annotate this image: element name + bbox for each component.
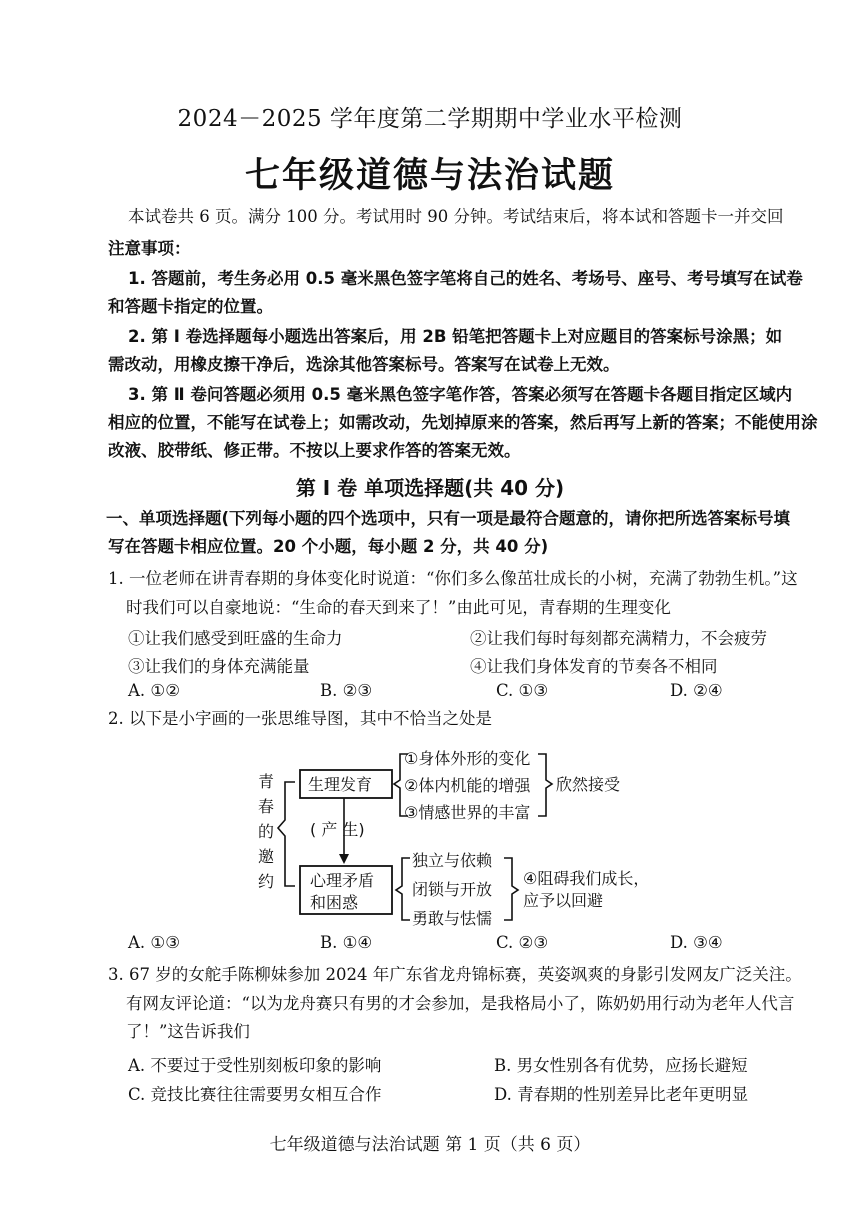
- bottom-brace: [396, 858, 410, 920]
- root-char-2: 春: [258, 797, 275, 816]
- page-footer: 七年级道德与法治试题 第 1 页（共 6 页）: [269, 1135, 591, 1155]
- top-item-2: ②体内机能的增强: [404, 776, 531, 795]
- bottom-item-1: 独立与依赖: [412, 851, 493, 870]
- bottom-result-line-1: ④阻碍我们成长，: [523, 869, 650, 888]
- notice-item-3-line-3: 改液、胶带纸、修正带。不按以上要求作答的答案无效。: [108, 441, 521, 460]
- box-psychological-label-1: 心理矛盾: [310, 871, 375, 890]
- q3-option-d: D. 青春期的性别差异比老年更明显: [494, 1085, 749, 1104]
- q1-option-c: C. ①③: [496, 681, 549, 700]
- notice-heading: 注意事项：: [108, 239, 191, 258]
- notice-item-1-line-2: 和答题卡指定的位置。: [108, 297, 273, 316]
- q1-stem-line-2: 时我们可以自豪地说：“生命的春天到来了！”由此可见，青春期的生理变化: [126, 598, 671, 617]
- box-physical-development-label: 生理发育: [308, 775, 373, 794]
- root-char-5: 约: [258, 872, 275, 891]
- q3-option-c: C. 竞技比赛往往需要男女相互合作: [128, 1085, 382, 1104]
- q1-statement-2: ②让我们每时每刻都充满精力，不会疲劳: [470, 629, 767, 648]
- section-title: 第 Ⅰ 卷 单项选择题(共 40 分): [295, 476, 565, 500]
- top-result-brace: [538, 754, 552, 816]
- q1-option-a: A. ①②: [128, 681, 180, 700]
- exam-title: 2024－2025 学年度第二学期期中学业水平检测: [177, 106, 683, 132]
- q2-option-c: C. ②③: [496, 933, 549, 952]
- bottom-item-3: 勇敢与怯懦: [412, 909, 493, 928]
- q3-stem-line-3: 了！”这告诉我们: [126, 1022, 250, 1041]
- root-char-4: 邀: [258, 847, 275, 866]
- q2-option-d: D. ③④: [670, 933, 723, 952]
- notice-item-2-line-1: 2. 第 Ⅰ 卷选择题每小题选出答案后，用 2B 铅笔把答题卡上对应题目的答案标号涂黑；如: [128, 327, 783, 346]
- q3-stem-line-2: 有网友评论道：“以为龙舟赛只有男的才会参加，是我格局小了，陈奶奶用行动为老年人代言: [126, 994, 795, 1013]
- q1-stem-line-1: 1. 一位老师在讲青春期的身体变化时说道：“你们多么像茁壮成长的小树，充满了勃勃生机。”这: [108, 569, 798, 588]
- top-item-3: ③情感世界的丰富: [404, 803, 531, 822]
- q2-option-b: B. ①④: [320, 933, 373, 952]
- arrow-label: ( 产 生): [310, 820, 365, 839]
- notice-item-3-line-1: 3. 第 Ⅱ 卷问答题必须用 0.5 毫米黑色签字笔作答，答案必须写在答题卡各题目指定区域内: [128, 385, 793, 404]
- notice-item-3-line-2: 相应的位置，不能写在试卷上；如需改动，先划掉原来的答案，然后再写上新的答案；不能使用涂: [108, 413, 818, 432]
- box-psychological-label-2: 和困惑: [310, 893, 359, 912]
- q3-stem-line-1: 3. 67 岁的女舵手陈柳妹参加 2024 年广东省龙舟锦标赛，英姿飒爽的身影引发网友广泛关注。: [108, 965, 802, 984]
- q2-stem: 2. 以下是小宇画的一张思维导图，其中不恰当之处是: [108, 709, 492, 728]
- exam-subject-title: 七年级道德与法治试题: [244, 156, 615, 196]
- notice-item-2-line-2: 需改动，用橡皮擦干净后，选涂其他答案标号。答案写在试卷上无效。: [108, 355, 620, 374]
- arrow-head-icon: [339, 854, 349, 864]
- q2-option-a: A. ①③: [128, 933, 180, 952]
- root-bracket: [278, 782, 295, 886]
- mind-map-diagram: [240, 740, 680, 932]
- notice-item-1-line-1: 1. 答题前，考生务必用 0.5 毫米黑色签字笔将自己的姓名、考场号、座号、考号填写在试卷: [128, 269, 803, 288]
- bottom-result-line-2: 应予以回避: [523, 891, 604, 910]
- root-char-3: 的: [258, 822, 275, 841]
- q3-option-b: B. 男女性别各有优势，应扬长避短: [494, 1056, 748, 1075]
- part-one-instruction-line-2: 写在答题卡相应位置。20 个小题，每小题 2 分，共 40 分): [108, 537, 549, 556]
- bottom-result-brace: [504, 858, 518, 920]
- intro-text: 本试卷共 6 页。满分 100 分。考试用时 90 分钟。考试结束后，将本试和答题卡一并交回: [128, 207, 784, 226]
- q1-option-b: B. ②③: [320, 681, 373, 700]
- q1-option-d: D. ②④: [670, 681, 723, 700]
- q1-statement-1: ①让我们感受到旺盛的生命力: [128, 629, 343, 648]
- top-item-1: ①身体外形的变化: [404, 749, 531, 768]
- root-char-1: 青: [258, 772, 275, 791]
- q3-option-a: A. 不要过于受性别刻板印象的影响: [128, 1056, 382, 1075]
- part-one-instruction-line-1: 一、单项选择题(下列每小题的四个选项中，只有一项是最符合题意的，请你把所选答案标号填: [106, 509, 791, 528]
- bottom-item-2: 闭锁与开放: [412, 880, 493, 899]
- top-result: 欣然接受: [556, 775, 621, 794]
- q1-statement-4: ④让我们身体发育的节奏各不相同: [470, 657, 718, 676]
- q1-statement-3: ③让我们的身体充满能量: [128, 657, 310, 676]
